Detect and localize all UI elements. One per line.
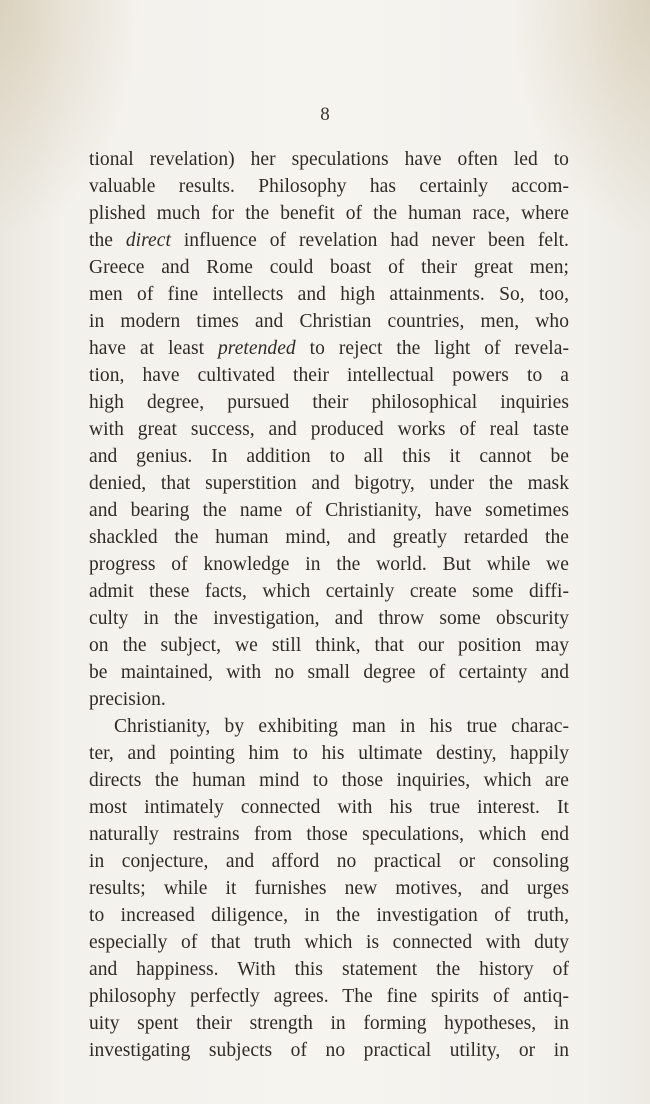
text-line [89,956,569,983]
text-segment: admit these facts, which certainly create some diffi- [89,581,569,602]
text-segment: uity spent their strength in forming hypotheses, in [89,1013,569,1034]
text-line [89,281,569,308]
text-line [89,416,569,443]
text-segment: on the subject, we still think, that our position may [89,635,569,656]
text-line [89,254,569,281]
text-line [89,335,569,362]
text-segment: Christianity, by exhibiting man in his true charac- [114,716,569,737]
text-line [89,983,569,1010]
text-segment: influence of revelation had never been felt. [170,230,569,251]
text-line [89,794,569,821]
text-line [89,848,569,875]
text-line [89,524,569,551]
text-segment: have at least [89,338,218,359]
text-segment: with great success, and produced works of real taste [89,419,569,440]
text-line [89,173,569,200]
paragraph [89,713,569,1064]
text-segment: tion, have cultivated their intellectual powers to a [89,365,569,386]
text-segment: and genius. In addition to all this it cannot be [89,446,569,467]
page-number: 8 [320,104,330,125]
text-segment: high degree, pursued their philosophical inquiries [89,392,569,413]
text-segment: in conjecture, and afford no practical or consoling [89,851,569,872]
text-line [89,497,569,524]
body-text [89,146,569,1064]
text-segment: most intimately connected with his true interest. It [89,797,569,818]
text-segment: culty in the investigation, and throw some obscurity [89,608,569,629]
italic-word: direct [125,230,171,251]
text-line [89,713,569,740]
text-segment: shackled the human mind, and greatly retarded the [89,527,569,548]
text-segment: the [89,230,126,251]
text-line [89,740,569,767]
text-line [89,551,569,578]
text-line [89,578,569,605]
text-line [89,767,569,794]
text-segment: especially of that truth which is connected with duty [89,932,569,953]
text-line [89,902,569,929]
text-segment: to increased diligence, in the investigation of truth, [89,905,569,926]
text-segment: be maintained, with no small degree of certainty and [89,662,569,683]
text-segment: directs the human mind to those inquiries, which are [89,770,569,791]
paragraph [89,146,569,713]
text-line [89,389,569,416]
text-line [89,605,569,632]
text-segment: denied, that superstition and bigotry, under the mask [89,473,569,494]
text-segment: naturally restrains from those speculations, which end [89,824,569,845]
text-line [89,821,569,848]
text-segment: men of fine intellects and high attainments. So, too, [89,284,569,305]
text-line [89,632,569,659]
text-line [89,308,569,335]
text-line [89,659,569,686]
text-segment: Greece and Rome could boast of their great men; [89,257,569,278]
text-segment: results; while it furnishes new motives, and urges [89,878,569,899]
text-line [89,929,569,956]
text-line [89,470,569,497]
text-segment: in modern times and Christian countries, men, who [89,311,569,332]
text-segment: precision. [89,689,166,710]
text-line [89,686,569,713]
text-segment: to reject the light of revela- [295,338,569,359]
text-segment: philosophy perfectly agrees. The fine spirits of antiq- [89,986,569,1007]
italic-word: pretended [218,338,296,359]
text-line [89,875,569,902]
text-segment: and happiness. With this statement the history of [89,959,569,980]
text-segment: valuable results. Philosophy has certainly accom- [89,176,569,197]
text-segment: progress of knowledge in the world. But while we [89,554,569,575]
text-line [89,146,569,173]
text-line [89,1010,569,1037]
text-line [89,1037,569,1064]
text-line [89,362,569,389]
text-line [89,200,569,227]
text-segment: plished much for the benefit of the human race, where [89,203,569,224]
text-segment: ter, and pointing him to his ultimate destiny, happily [89,743,569,764]
text-line [89,227,569,254]
text-segment: and bearing the name of Christianity, have sometimes [89,500,569,521]
text-segment: investigating subjects of no practical utility, or in [89,1040,569,1061]
text-segment: tional revelation) her speculations have often led to [89,149,569,170]
text-line [89,443,569,470]
